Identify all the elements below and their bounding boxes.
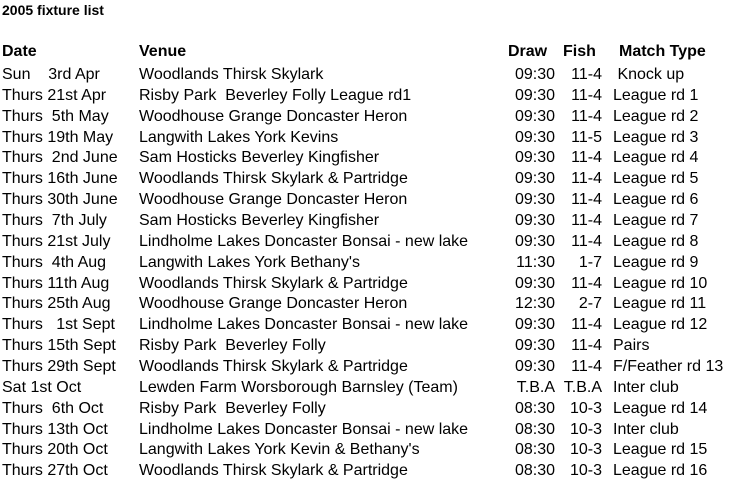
- fixture-draw-time: 09:30: [514, 191, 555, 209]
- table-row: [0, 189, 739, 210]
- fixture-venue: Langwith Lakes York Kevins: [139, 128, 339, 146]
- fixture-venue: Risby Park Beverley Folly: [139, 337, 326, 355]
- fixture-date: Thurs 5th May: [2, 107, 109, 125]
- fixture-draw-time: 08:30: [514, 441, 555, 459]
- fixture-date: Thurs 19th May: [2, 128, 114, 146]
- table-row: [0, 377, 739, 398]
- fixture-draw-time: 09:30: [514, 212, 555, 229]
- fixture-venue: Lindholme Lakes Doncaster Bonsai - new lake: [139, 420, 469, 438]
- fixture-fish-time: 11-4: [571, 232, 602, 250]
- fixture-fish-time: 10-3: [569, 441, 602, 459]
- table-row: [0, 106, 739, 127]
- fixture-fish-time: 11-4: [571, 212, 602, 229]
- fixture-date: Thurs 15th Sept: [2, 337, 116, 355]
- fixture-venue: Woodlands Thirsk Skylark & Partridge: [139, 462, 408, 480]
- fixture-fish-time: 11-4: [571, 107, 602, 125]
- fixture-draw-time: 09:30: [514, 128, 555, 146]
- fixture-draw-time: 09:30: [514, 337, 555, 355]
- header-date: Date: [2, 43, 37, 60]
- fixture-match-type: League rd 4: [613, 149, 699, 167]
- fixture-match-type: Inter club: [613, 378, 679, 396]
- fixture-venue: Risby Park Beverley Folly: [139, 399, 326, 417]
- table-row: [0, 439, 739, 460]
- table-row: [0, 127, 739, 148]
- table-row: [0, 398, 739, 419]
- header-fish: Fish: [563, 43, 596, 60]
- fixture-draw-time: 08:30: [514, 462, 555, 480]
- fixture-match-type: League rd 12: [613, 316, 708, 334]
- fixture-date: Thurs 1st Sept: [2, 316, 115, 334]
- table-row: [0, 168, 739, 189]
- table-row: [0, 273, 739, 294]
- fixture-venue: Woodhouse Grange Doncaster Heron: [139, 295, 408, 313]
- fixture-draw-time: T.B.A: [516, 378, 555, 396]
- fixture-fish-time: 10-3: [569, 420, 602, 438]
- fixture-draw-time: 09:30: [514, 357, 555, 375]
- table-row: [0, 147, 739, 168]
- fixture-fish-time: 11-4: [571, 86, 602, 104]
- fixture-draw-time: 11:30: [516, 253, 555, 271]
- fixture-venue: Langwith Lakes York Bethany's: [139, 253, 360, 271]
- fixture-fish-time: 1-7: [578, 253, 602, 271]
- fixture-fish-time: 11-4: [571, 191, 602, 209]
- table-row: [0, 231, 739, 252]
- fixture-fish-time: 10-3: [569, 399, 602, 417]
- fixture-draw-time: 08:30: [514, 399, 555, 417]
- fixture-match-type: Pairs: [613, 337, 650, 355]
- fixture-date: Thurs 29th Sept: [2, 357, 116, 375]
- fixture-draw-time: 09:30: [514, 232, 555, 250]
- fixture-draw-time: 09:30: [514, 170, 555, 188]
- table-row: [0, 356, 739, 377]
- fixture-match-type: League rd 15: [613, 441, 708, 459]
- table-row: [0, 252, 739, 273]
- fixture-date: Thurs 20th Oct: [2, 441, 108, 459]
- header-match-type: Match Type: [619, 43, 706, 60]
- fixture-venue: Sam Hosticks Beverley Kingfisher: [139, 212, 380, 229]
- fixture-fish-time: 11-4: [571, 316, 602, 334]
- table-row: [0, 314, 739, 335]
- fixture-date: Thurs 27th Oct: [2, 462, 108, 480]
- fixture-fish-time: 10-3: [569, 462, 602, 480]
- fixture-date: Sat 1st Oct: [2, 378, 82, 396]
- fixture-match-type: League rd 10: [613, 274, 708, 292]
- fixture-draw-time: 09:30: [514, 274, 555, 292]
- fixture-venue: Woodlands Thirsk Skylark & Partridge: [139, 274, 408, 292]
- fixture-match-type: League rd 9: [613, 253, 699, 271]
- fixture-date: Thurs 11th Aug: [2, 274, 110, 292]
- fixture-fish-time: 11-4: [571, 66, 602, 83]
- table-header: [0, 41, 739, 62]
- fixture-venue: Woodhouse Grange Doncaster Heron: [139, 191, 408, 209]
- fixture-venue: Lindholme Lakes Doncaster Bonsai - new lake: [139, 232, 469, 250]
- fixture-date: Thurs 2nd June: [2, 149, 118, 167]
- fixture-fish-time: 11-5: [571, 128, 602, 146]
- fixture-match-type: League rd 7: [613, 212, 699, 229]
- fixture-date: Thurs 4th Aug: [2, 253, 107, 271]
- header-draw: Draw: [508, 43, 548, 60]
- fixture-date: Thurs 16th June: [2, 170, 118, 188]
- fixture-fish-time: 11-4: [571, 337, 602, 355]
- fixture-venue: Woodlands Thirsk Skylark: [139, 66, 324, 83]
- fixture-fish-time: 11-4: [571, 149, 602, 167]
- fixture-date: Sun 3rd Apr: [2, 66, 100, 83]
- table-row: [0, 335, 739, 356]
- fixture-venue: Lewden Farm Worsborough Barnsley (Team): [139, 378, 458, 396]
- fixture-venue: Sam Hosticks Beverley Kingfisher: [139, 149, 380, 167]
- fixture-draw-time: 12:30: [514, 295, 555, 313]
- fixture-match-type: League rd 14: [613, 399, 708, 417]
- fixture-match-type: League rd 2: [613, 107, 699, 125]
- header-venue: Venue: [139, 43, 187, 60]
- fixture-fish-time: 11-4: [571, 274, 602, 292]
- fixture-venue: Risby Park Beverley Folly League rd1: [139, 86, 412, 104]
- fixture-fish-time: 11-4: [571, 170, 602, 188]
- fixture-match-type: League rd 5: [613, 170, 699, 188]
- table-row: [0, 293, 739, 314]
- fixture-draw-time: 08:30: [514, 420, 555, 438]
- fixture-fish-time: T.B.A: [563, 378, 602, 396]
- fixture-draw-time: 09:30: [514, 66, 555, 83]
- fixture-match-type: League rd 8: [613, 232, 699, 250]
- fixture-date: Thurs 21st Apr: [2, 86, 107, 104]
- table-row: [0, 419, 739, 440]
- fixture-match-type: League rd 11: [613, 295, 707, 313]
- table-row: [0, 85, 739, 106]
- fixture-fish-time: 11-4: [571, 357, 602, 375]
- fixture-draw-time: 09:30: [514, 149, 555, 167]
- fixture-fish-time: 2-7: [578, 295, 602, 313]
- fixture-venue: Woodhouse Grange Doncaster Heron: [139, 107, 408, 125]
- fixture-venue: Woodlands Thirsk Skylark & Partridge: [139, 170, 408, 188]
- fixture-match-type: League rd 3: [613, 128, 699, 146]
- page-title: 2005 fixture list: [2, 2, 104, 18]
- fixture-date: Thurs 13th Oct: [2, 420, 108, 438]
- fixture-date: Thurs 21st July: [2, 232, 111, 250]
- fixture-draw-time: 09:30: [514, 107, 555, 125]
- fixture-match-type: Knock up: [613, 66, 685, 83]
- fixture-draw-time: 09:30: [514, 316, 555, 334]
- fixture-match-type: League rd 1: [613, 86, 699, 104]
- table-row: [0, 460, 739, 481]
- fixture-date: Thurs 25th Aug: [2, 295, 111, 313]
- table-row: [0, 210, 739, 231]
- fixture-venue: Woodlands Thirsk Skylark & Partridge: [139, 357, 408, 375]
- fixture-date: Thurs 6th Oct: [2, 399, 104, 417]
- fixture-match-type: F/Feather rd 13: [613, 357, 724, 375]
- fixture-venue: Langwith Lakes York Kevin & Bethany's: [139, 441, 420, 459]
- fixture-venue: Lindholme Lakes Doncaster Bonsai - new lake: [139, 316, 469, 334]
- fixture-draw-time: 09:30: [514, 86, 555, 104]
- fixture-date: Thurs 30th June: [2, 191, 118, 209]
- fixture-match-type: League rd 16: [613, 462, 708, 480]
- fixture-date: Thurs 7th July: [2, 212, 107, 229]
- table-row: [0, 64, 739, 85]
- fixture-match-type: Inter club: [613, 420, 679, 438]
- fixture-match-type: League rd 6: [613, 191, 699, 209]
